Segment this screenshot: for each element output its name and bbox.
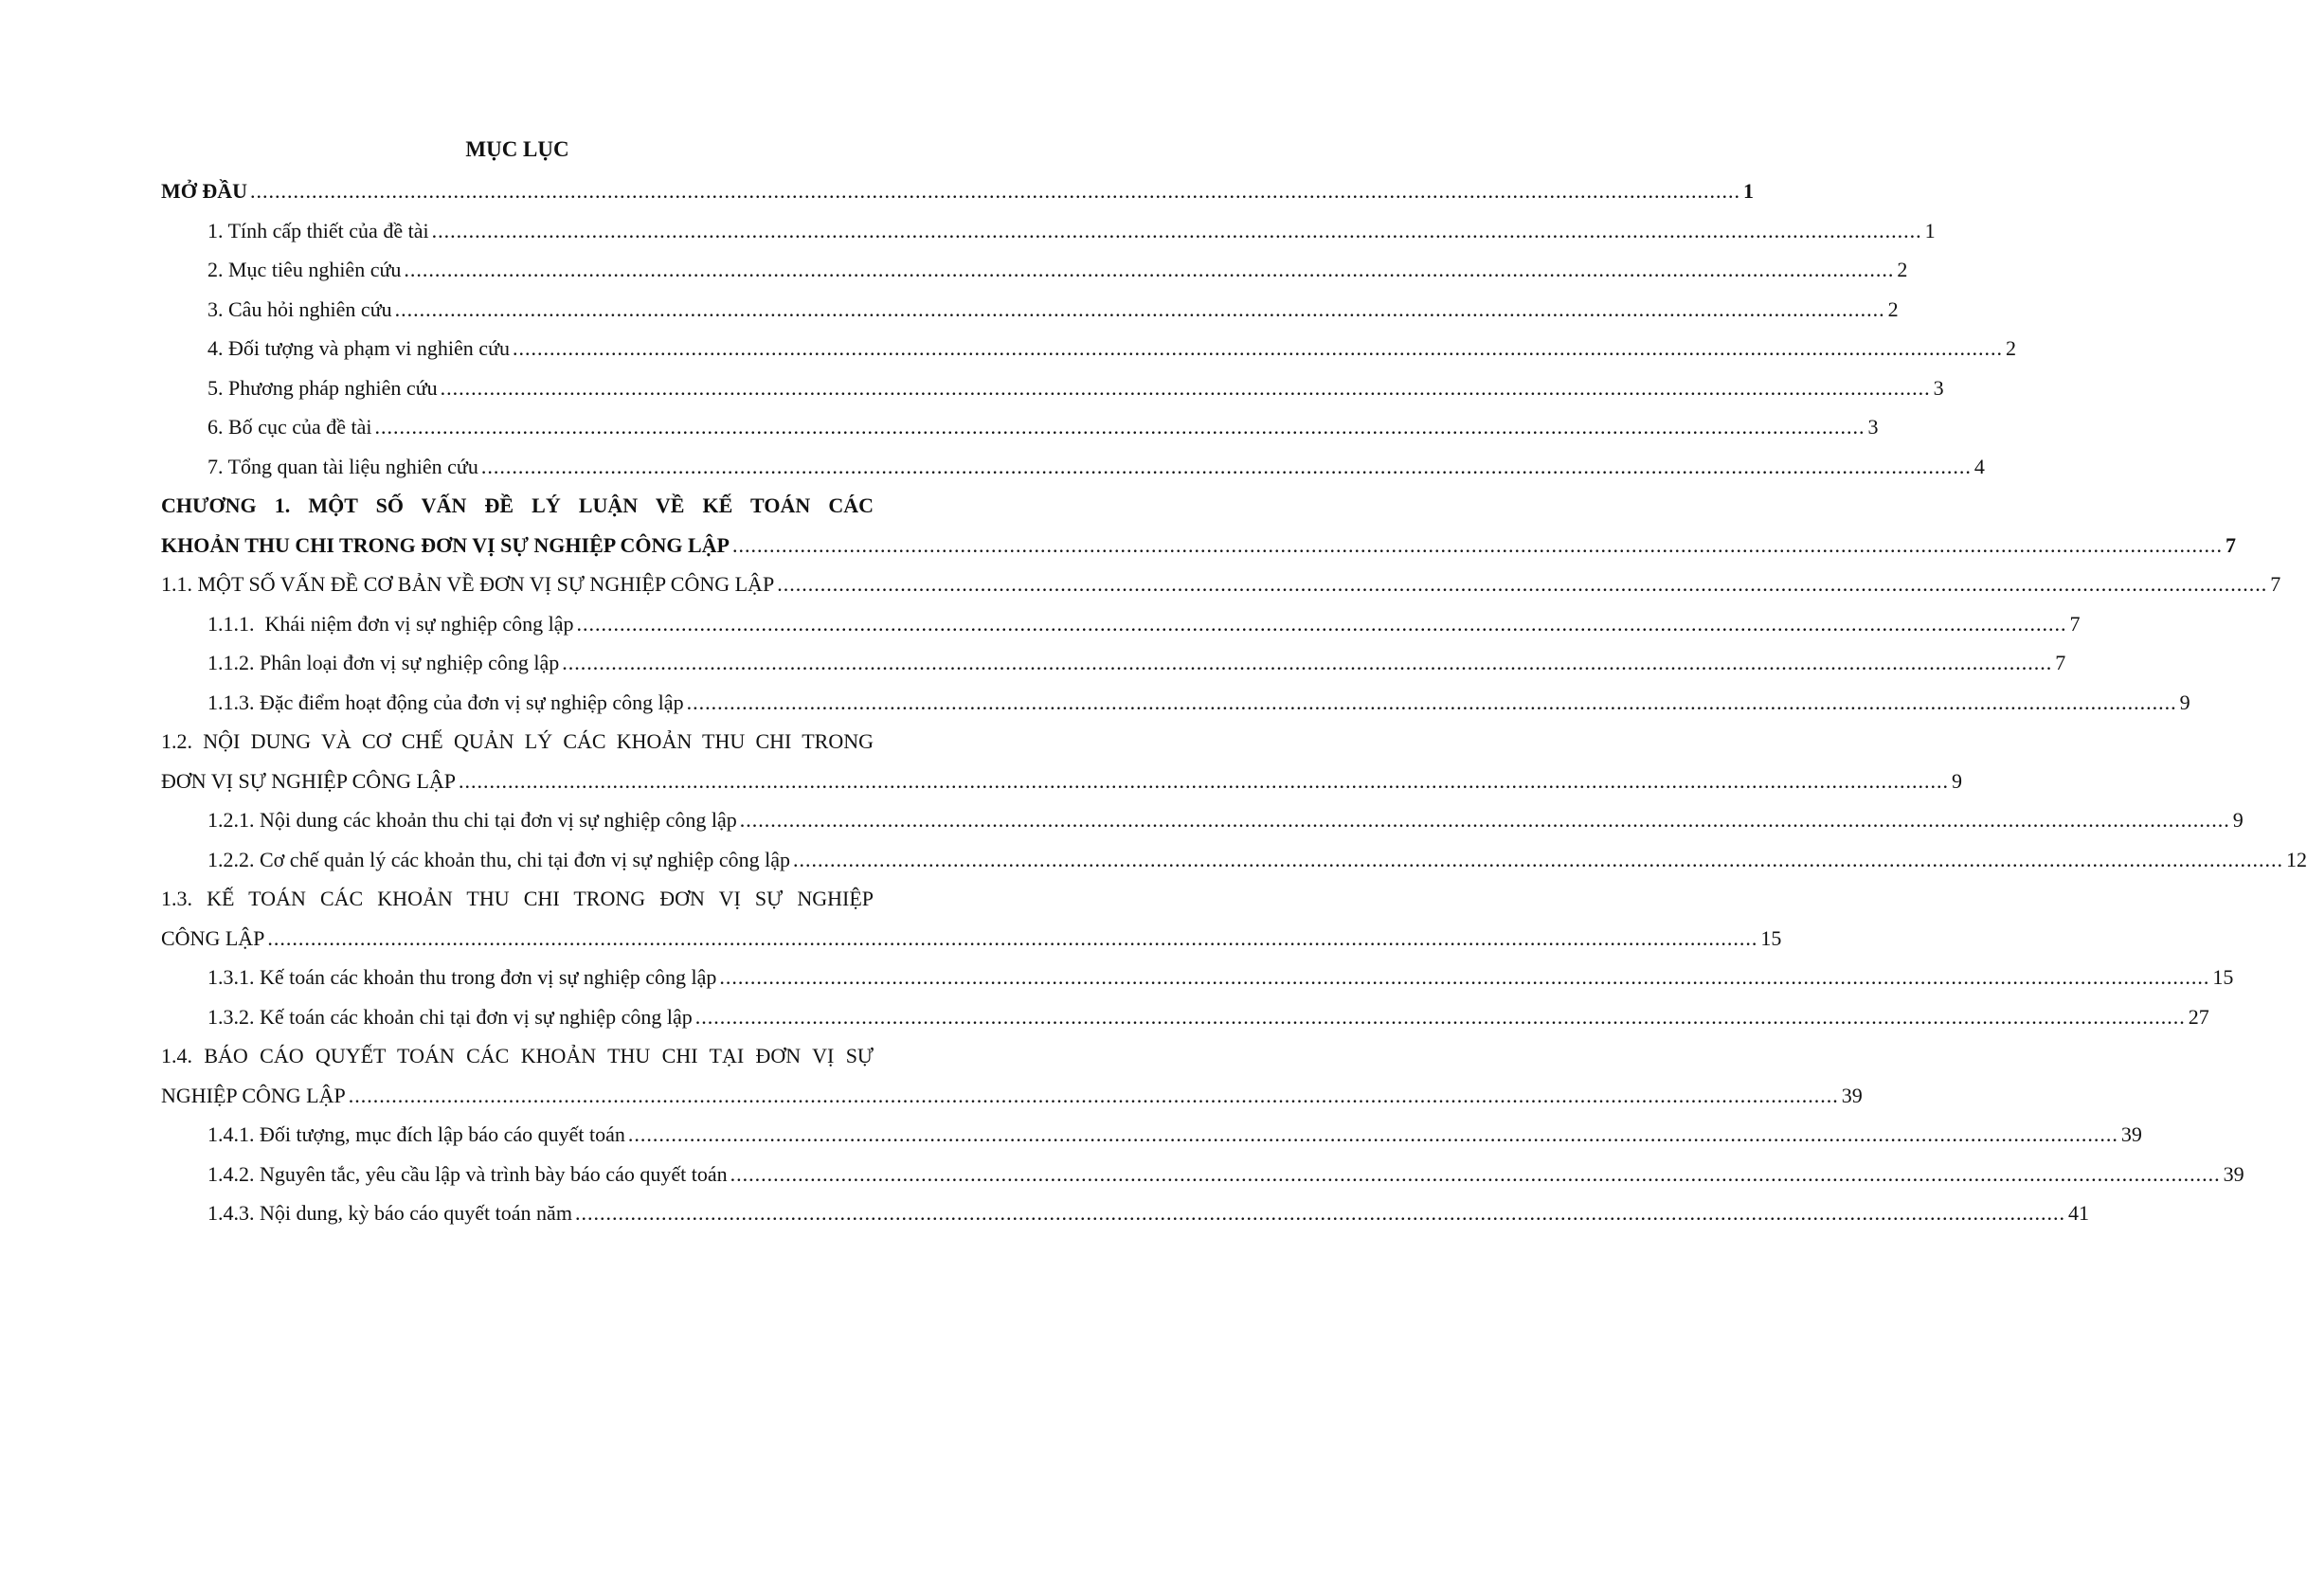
toc-entry: [161, 800, 2244, 840]
toc-entry-label: 6. Bố cục của đề tài: [207, 415, 372, 439]
toc-page-number: 1: [1924, 218, 1936, 242]
toc-entry-label: 1.3.1. Kế toán các khoản thu trong đơn vị sự nghiệp công lập: [207, 965, 717, 989]
table-of-contents: [161, 171, 2307, 1233]
toc-entry-label-line1: CHƯƠNG 1. MỘT SỐ VẤN ĐỀ LÝ LUẬN VỀ KẾ TOÁN CÁC: [161, 493, 874, 517]
toc-entry-label: 1.2.2. Cơ chế quản lý các khoản thu, chi tại đơn vị sự nghiệp công lập: [207, 847, 791, 871]
toc-page-number: 12: [2286, 847, 2307, 871]
toc-leader-dots: [628, 1115, 2118, 1155]
toc-entry-label: 1.1.2. Phân loại đơn vị sự nghiệp công lập: [207, 651, 560, 674]
toc-page-number: 3: [1933, 375, 1944, 400]
toc-entry-label: 1.1.3. Đặc điểm hoạt động của đơn vị sự nghiệp công lập: [207, 690, 684, 714]
toc-entry-label: 7. Tổng quan tài liệu nghiên cứu: [207, 454, 478, 478]
toc-entry: [161, 1115, 2142, 1155]
toc-entry-label-line1: 1.3. KẾ TOÁN CÁC KHOẢN THU CHI TRONG ĐƠN VỊ SỰ NGHIỆP: [161, 887, 874, 910]
toc-leader-dots: [250, 171, 1740, 211]
toc-entry-label: 1. Tính cấp thiết của đề tài: [207, 218, 429, 242]
toc-leader-dots: [513, 329, 2003, 368]
toc-entry-label: 1.4.3. Nội dung, kỳ báo cáo quyết toán năm: [207, 1201, 572, 1225]
toc-leader-dots: [349, 1076, 1839, 1116]
toc-entry: [161, 1193, 2089, 1233]
toc-page-number: 9: [2179, 690, 2190, 714]
toc-page-number: 41: [2067, 1201, 2089, 1225]
toc-section-entry: [161, 722, 1963, 800]
toc-leader-dots: [577, 604, 2067, 644]
toc-page-number: 2: [1897, 258, 1908, 281]
toc-entry: [161, 171, 1755, 211]
toc-entry: [161, 329, 2016, 368]
toc-title: MỤC LỤC: [465, 137, 569, 161]
toc-entry-label-line2: CÔNG LẬP: [161, 925, 265, 950]
toc-leader-dots: [730, 1155, 2221, 1194]
toc-leader-dots: [793, 840, 2283, 880]
toc-section-entry: [161, 1036, 1863, 1115]
toc-leader-dots: [395, 290, 1885, 330]
toc-entry-label: 1.1. MỘT SỐ VẤN ĐỀ CƠ BẢN VỀ ĐƠN VỊ SỰ NGHIỆP CÔNG LẬP: [161, 572, 775, 596]
toc-page-number: 4: [1974, 454, 1985, 478]
toc-leader-dots: [432, 211, 1922, 251]
toc-page-number: 39: [2120, 1122, 2142, 1146]
toc-entry: [161, 997, 2209, 1037]
toc-entry: [161, 958, 2234, 997]
toc-page-number: 2: [2006, 336, 2016, 360]
toc-entry-label-line1: 1.4. BÁO CÁO QUYẾT TOÁN CÁC KHOẢN THU CHI TẠI ĐƠN VỊ SỰ: [161, 1044, 874, 1067]
toc-page-number: 1: [1743, 179, 1755, 203]
toc-entry: [161, 407, 1879, 447]
toc-section-entry: [161, 879, 1782, 958]
toc-entry-label-line1: 1.2. NỘI DUNG VÀ CƠ CHẾ QUẢN LÝ CÁC KHOẢN THU CHI TRONG: [161, 729, 874, 753]
toc-page-number: 7: [2270, 572, 2281, 596]
toc-leader-dots: [695, 997, 2186, 1037]
toc-page-number: 3: [1867, 415, 1879, 439]
toc-page-number: 7: [2225, 532, 2236, 557]
toc-page-number: 15: [1760, 925, 1782, 950]
toc-leader-dots: [687, 683, 2177, 723]
toc-leader-dots: [375, 407, 1865, 447]
toc-entry-label-line2: ĐƠN VỊ SỰ NGHIỆP CÔNG LẬP: [161, 768, 457, 793]
toc-entry-label: 1.3.2. Kế toán các khoản chi tại đơn vị sự nghiệp công lập: [207, 1004, 693, 1029]
toc-leader-dots: [732, 526, 2223, 565]
toc-leader-dots: [267, 919, 1757, 959]
toc-entry: [161, 250, 1908, 290]
toc-page-number: 9: [2232, 808, 2244, 832]
toc-entry-label: 3. Câu hỏi nghiên cứu: [207, 296, 392, 321]
toc-entry: [161, 643, 2066, 683]
toc-entry: [161, 1155, 2244, 1194]
toc-entry-label: 5. Phương pháp nghiên cứu: [207, 375, 438, 400]
toc-entry: [161, 604, 2081, 644]
toc-entry-label: 1.4.2. Nguyên tắc, yêu cầu lập và trình bày báo cáo quyết toán: [207, 1161, 728, 1186]
toc-page-number: 7: [2069, 611, 2081, 636]
toc-entry-label: 1.2.1. Nội dung các khoản thu chi tại đơn vị sự nghiệp công lập: [207, 808, 737, 832]
toc-leader-dots: [459, 762, 1949, 801]
toc-entry: [161, 290, 1899, 330]
toc-leader-dots: [575, 1193, 2065, 1233]
toc-entry-label: 2. Mục tiêu nghiên cứu: [207, 258, 402, 281]
toc-leader-dots: [740, 800, 2230, 840]
toc-entry: [161, 683, 2190, 723]
toc-leader-dots: [441, 368, 1931, 408]
toc-chapter-entry: [161, 486, 2236, 565]
toc-entry-label-line2: KHOẢN THU CHI TRONG ĐƠN VỊ SỰ NGHIỆP CÔNG LẬP: [161, 532, 730, 557]
toc-page-number: 27: [2188, 1004, 2209, 1029]
toc-page-number: 9: [1952, 768, 1963, 793]
toc-leader-dots: [404, 250, 1894, 290]
toc-leader-dots: [719, 958, 2209, 997]
toc-leader-dots: [481, 447, 1972, 487]
toc-page-number: 15: [2212, 965, 2234, 989]
toc-leader-dots: [777, 565, 2267, 604]
toc-entry-label: 4. Đối tượng và phạm vi nghiên cứu: [207, 336, 510, 360]
toc-page-number: 39: [1841, 1083, 1863, 1107]
toc-entry: [161, 447, 1985, 487]
toc-entry-label: MỞ ĐẦU: [161, 179, 248, 203]
toc-entry: [161, 840, 2307, 880]
toc-page-number: 7: [2055, 651, 2066, 674]
toc-entry-label-line2: NGHIỆP CÔNG LẬP: [161, 1083, 346, 1107]
toc-entry: [161, 565, 2281, 604]
toc-entry-label: 1.1.1. Khái niệm đơn vị sự nghiệp công lập: [207, 611, 574, 636]
toc-page-number: 2: [1887, 296, 1899, 321]
toc-page-number: 39: [2223, 1161, 2244, 1186]
toc-entry-label: 1.4.1. Đối tượng, mục đích lập báo cáo quyết toán: [207, 1122, 625, 1146]
toc-entry: [161, 368, 1944, 408]
toc-leader-dots: [562, 643, 2052, 683]
toc-entry: [161, 211, 1936, 251]
